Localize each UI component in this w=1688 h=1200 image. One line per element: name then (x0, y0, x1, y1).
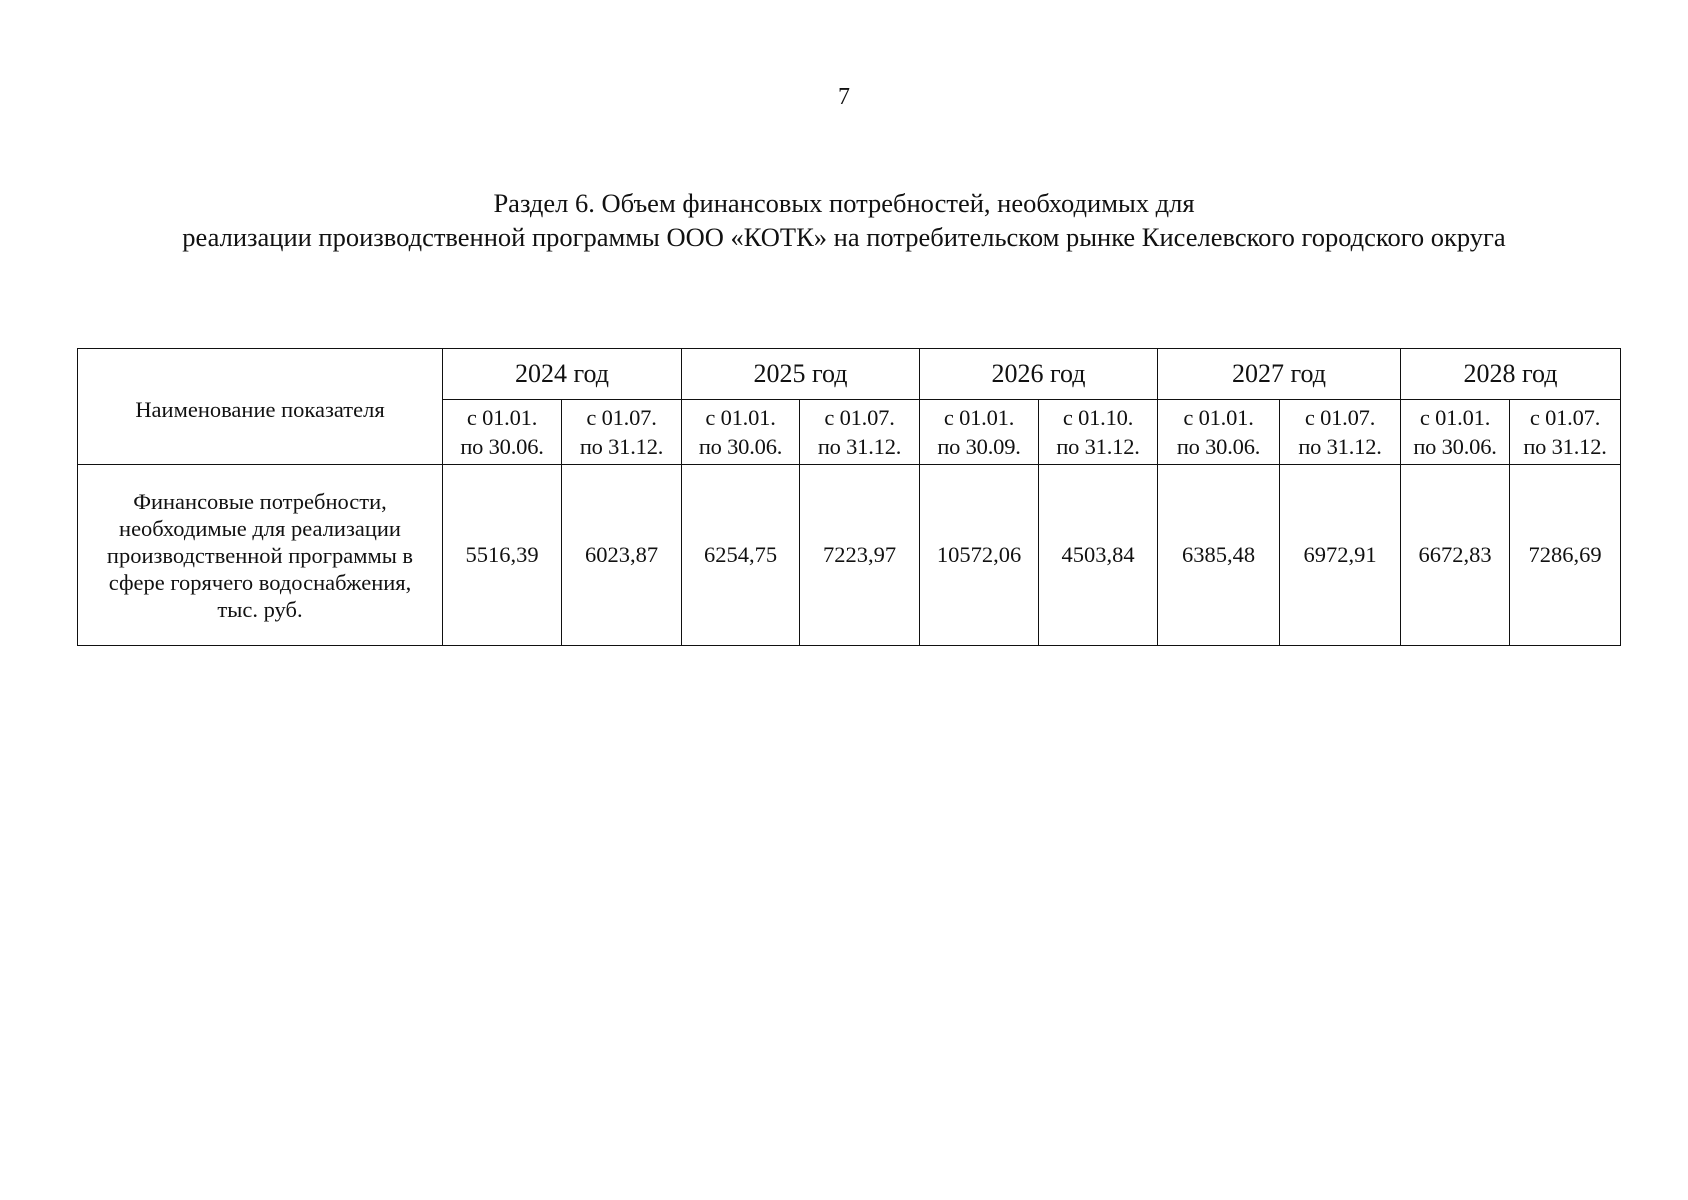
period-to: по 31.12. (579, 434, 664, 459)
period-to: по 31.12. (1523, 434, 1607, 459)
year-header: 2026 год (920, 349, 1158, 400)
year-header: 2025 год (682, 349, 920, 400)
period-from: с 01.10. (1062, 405, 1134, 430)
value-cell: 5516,39 (443, 465, 562, 646)
period-to: по 31.12. (817, 434, 902, 459)
period-header (1280, 400, 1401, 465)
value-cell: 6385,48 (1158, 465, 1280, 646)
period-header (1401, 400, 1510, 465)
financial-needs-table (77, 348, 1621, 646)
period-from: с 01.07. (824, 405, 895, 430)
period-from: с 01.01. (1183, 405, 1254, 430)
section-heading-line-1: Раздел 6. Объем финансовых потребностей, необходимых для (493, 188, 1195, 218)
period-from: с 01.07. (586, 405, 657, 430)
period-header (1510, 400, 1621, 465)
section-heading-line-2: реализации производственной программы ООО «КОТК» на потребительском рынке Киселевского городского округа (182, 222, 1506, 252)
period-from: с 01.07. (1529, 405, 1601, 430)
period-header (682, 400, 800, 465)
page-number: 7 (838, 84, 850, 110)
year-header: 2027 год (1158, 349, 1401, 400)
period-to: по 30.06. (698, 434, 783, 459)
indicator-name-cell (78, 465, 443, 646)
year-header: 2024 год (443, 349, 682, 400)
period-header (800, 400, 920, 465)
period-from: с 01.01. (1419, 405, 1491, 430)
indicator-name-line: тыс. руб. (217, 596, 303, 622)
indicator-name-line: производственной программы в (106, 542, 414, 568)
period-from: с 01.01. (466, 405, 538, 430)
year-header-row (78, 349, 1621, 400)
indicator-name-line: необходимые для реализации (119, 515, 401, 541)
value-cell: 7223,97 (800, 465, 920, 646)
period-from: с 01.01. (943, 405, 1015, 430)
period-from: с 01.01. (705, 405, 776, 430)
period-to: по 30.09. (937, 434, 1021, 459)
table-row (78, 465, 1621, 646)
value-cell: 4503,84 (1039, 465, 1158, 646)
period-to: по 30.06. (1413, 434, 1497, 459)
indicator-name-line: Финансовые потребности, (133, 488, 387, 514)
indicator-column-header: Наименование показателя (78, 349, 443, 465)
value-cell: 6972,91 (1280, 465, 1401, 646)
period-header (920, 400, 1039, 465)
value-cell: 10572,06 (920, 465, 1039, 646)
period-header (443, 400, 562, 465)
period-header (562, 400, 682, 465)
period-header (1158, 400, 1280, 465)
period-header (1039, 400, 1158, 465)
indicator-name-line: сфере горячего водоснабжения, (108, 569, 412, 595)
value-cell: 6254,75 (682, 465, 800, 646)
value-cell: 6672,83 (1401, 465, 1510, 646)
value-cell: 6023,87 (562, 465, 682, 646)
year-header: 2028 год (1401, 349, 1621, 400)
period-from: с 01.07. (1304, 405, 1376, 430)
section-heading (60, 186, 1628, 254)
period-to: по 31.12. (1056, 434, 1140, 459)
period-to: по 30.06. (460, 434, 544, 459)
period-to: по 30.06. (1176, 434, 1261, 459)
value-cell: 7286,69 (1510, 465, 1621, 646)
period-to: по 31.12. (1298, 434, 1382, 459)
